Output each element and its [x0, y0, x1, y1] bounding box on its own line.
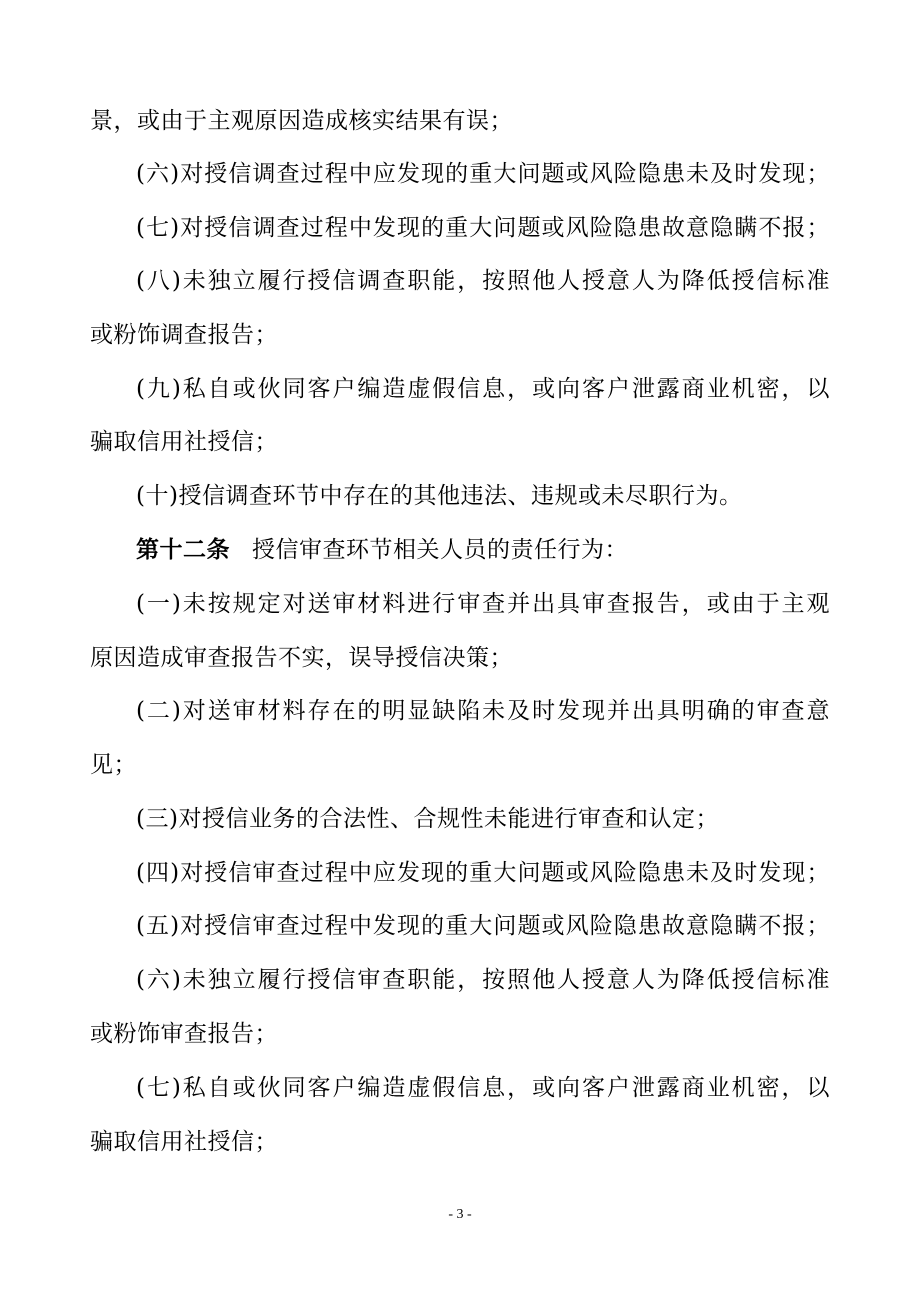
paragraph-line: 原因造成审查报告不实，误导授信决策；	[90, 645, 513, 671]
paragraph-line: 或粉饰审查报告；	[90, 1021, 278, 1047]
paragraph-line: (二)对送审材料存在的明显缺陷未及时发现并出具明确的审查意	[136, 698, 830, 724]
paragraph-line: 骗取信用社授信；	[90, 429, 278, 455]
paragraph-line: (十)授信调查环节中存在的其他违法、违规或未尽职行为。	[136, 483, 743, 509]
article-title: 授信审查环节相关人员的责任行为：	[252, 537, 628, 563]
paragraph-line: (七)私自或伙同客户编造虚假信息，或向客户泄露商业机密，以	[136, 1075, 830, 1101]
paragraph-line: (五)对授信审查过程中发现的重大问题或风险隐患故意隐瞒不报；	[136, 913, 830, 939]
paragraph-line: (四)对授信审查过程中应发现的重大问题或风险隐患未及时发现；	[136, 860, 830, 886]
paragraph-line: (七)对授信调查过程中发现的重大问题或风险隐患故意隐瞒不报；	[136, 215, 830, 241]
paragraph-line: (六)未独立履行授信审查职能，按照他人授意人为降低授信标准	[136, 967, 830, 993]
paragraph-line: (八)未独立履行授信调查职能，按照他人授意人为降低授信标准	[136, 268, 830, 294]
paragraph-line: (一)未按规定对送审材料进行审查并出具审查报告，或由于主观	[136, 591, 830, 617]
paragraph-line: 骗取信用社授信；	[90, 1129, 278, 1155]
paragraph-line: 景，或由于主观原因造成核实结果有误；	[90, 108, 513, 134]
article-number: 第十二条	[136, 536, 230, 563]
paragraph-line: 见；	[90, 752, 137, 778]
page-number: - 3 -	[448, 1207, 472, 1222]
paragraph-line: (三)对授信业务的合法性、合规性未能进行审查和认定；	[136, 806, 719, 832]
article-heading-line	[136, 535, 830, 565]
paragraph-line: (六)对授信调查过程中应发现的重大问题或风险隐患未及时发现；	[136, 161, 830, 187]
paragraph-line: (九)私自或伙同客户编造虚假信息，或向客户泄露商业机密，以	[136, 376, 830, 402]
paragraph-line: 或粉饰调查报告；	[90, 322, 278, 348]
